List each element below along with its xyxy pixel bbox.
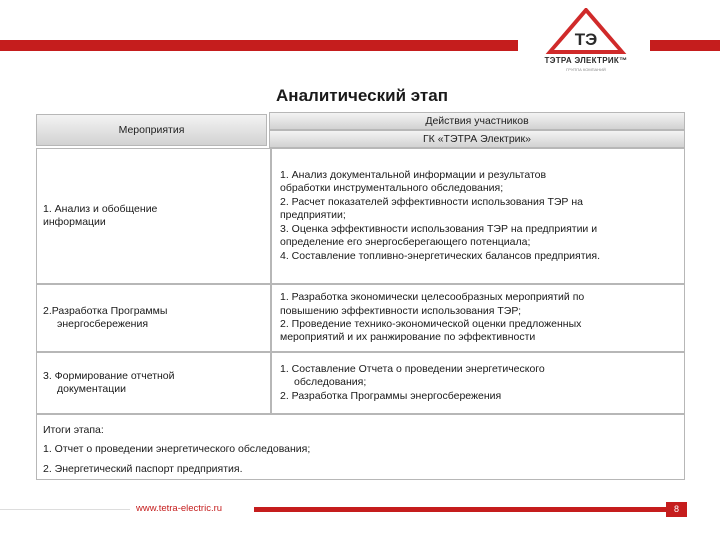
summary-item: 2. Энергетический паспорт предприятия. xyxy=(43,462,243,475)
row-1-action-line: 2. Расчет показателей эффективности использования ТЭР на xyxy=(280,195,583,208)
header-activities: Мероприятия xyxy=(36,114,267,146)
footer-red-bar xyxy=(254,507,666,512)
stage-summary xyxy=(36,414,685,480)
row-1-action-line: 3. Оценка эффективности использования ТЭР на предприятии и xyxy=(280,222,598,235)
summary-item: 1. Отчет о проведении энергетического обследования; xyxy=(43,443,311,456)
header-red-bar-right xyxy=(650,40,720,51)
row-1-action-line: обработки инструментального обследования; xyxy=(280,182,504,195)
row-3-activity-line: документации xyxy=(57,383,126,395)
footer-divider xyxy=(0,509,130,510)
table-row-1-activity xyxy=(36,148,271,284)
row-2-activity-line: 2.Разработка Программы xyxy=(43,304,168,317)
row-2-action-line: 1. Разработка экономически целесообразных мероприятий по xyxy=(280,291,585,304)
table-row-3-activity xyxy=(36,352,271,414)
header-red-bar-left xyxy=(0,40,518,51)
logo-tm: ™ xyxy=(619,56,628,65)
row-2-action-line: повышению эффективности использования ТЭР; xyxy=(280,304,522,317)
row-3-action-line: 2. Разработка Программы энергосбережения xyxy=(280,389,502,402)
page-number: 8 xyxy=(666,502,687,517)
table-row-2-activity xyxy=(36,284,271,352)
logo-letters: ТЭ xyxy=(574,30,598,49)
row-2-activity-line: энергосбережения xyxy=(57,318,149,330)
table-row-1-actions xyxy=(271,148,685,284)
logo-mark-icon xyxy=(524,8,648,58)
row-1-action-line: 1. Анализ документальной информации и результатов xyxy=(280,168,547,181)
logo-subtitle: ГРУППА КОМПАНИЙ xyxy=(566,67,606,72)
row-2-action-line: мероприятий и их ранжирование по эффективности xyxy=(280,331,536,344)
row-3-activity-line: 3. Формирование отчетной xyxy=(43,369,175,382)
table-row-2-actions xyxy=(271,284,685,352)
header-actions-line2: ГК «ТЭТРА Электрик» xyxy=(269,130,685,148)
table-row-3-actions xyxy=(271,352,685,414)
row-1-activity-line: информации xyxy=(43,216,106,228)
row-3-action-line: обследования; xyxy=(294,376,367,389)
logo-company-name xyxy=(524,56,648,65)
row-1-action-line: 4. Составление топливно-энергетических балансов предприятия. xyxy=(280,249,601,262)
row-2-action-line: 2. Проведение технико-экономической оценки предложенных xyxy=(280,318,582,330)
company-logo xyxy=(524,8,648,84)
page-title: Аналитический этап xyxy=(276,86,448,105)
website-link[interactable]: www.tetra-electric.ru xyxy=(136,503,223,514)
row-1-action-line: определение его энергосберегающего потенциала; xyxy=(280,236,531,249)
row-1-activity-line: 1. Анализ и обобщение xyxy=(43,202,158,215)
header-actions-line1: Действия участников xyxy=(269,112,685,130)
summary-title: Итоги этапа: xyxy=(43,424,104,436)
row-1-action-line: предприятии; xyxy=(280,209,346,222)
logo-name-text: ТЭТРА ЭЛЕКТРИК xyxy=(544,56,620,65)
row-3-action-line: 1. Составление Отчета о проведении энергетического xyxy=(280,362,545,375)
